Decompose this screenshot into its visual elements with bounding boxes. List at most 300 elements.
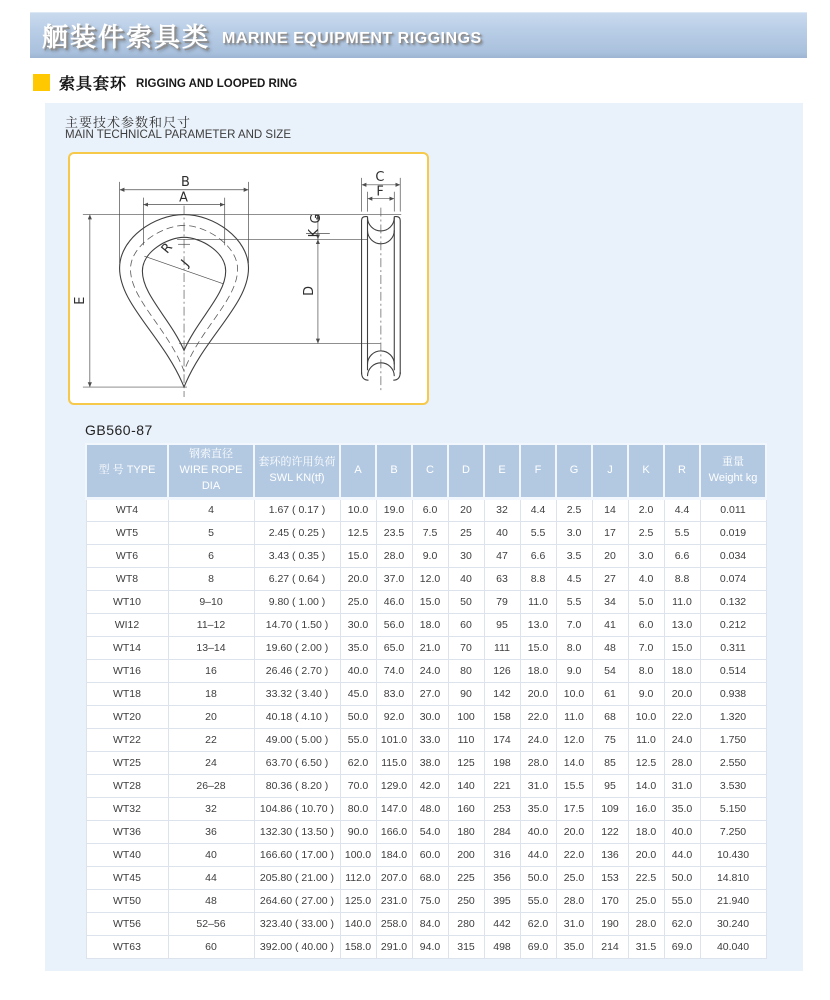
table-cell: 36 [168,820,254,843]
table-cell: 442 [484,912,520,935]
table-cell: 62.0 [520,912,556,935]
table-cell: 14.70 ( 1.50 ) [254,613,340,636]
table-cell: 8 [168,567,254,590]
drawing-box [68,152,429,405]
table-cell: 20.0 [664,682,700,705]
table-cell: 207.0 [376,866,412,889]
table-cell: 14.0 [628,774,664,797]
col-header-swl: 套环的许用负荷 SWL KN(tf) [254,444,340,498]
table-cell: 35.0 [556,935,592,958]
table-cell: 92.0 [376,705,412,728]
table-cell: 158.0 [340,935,376,958]
table-cell: 38.0 [412,751,448,774]
table-cell: 160 [448,797,484,820]
table-cell: 23.5 [376,521,412,544]
table-cell: 122 [592,820,628,843]
table-cell: 4.4 [664,498,700,521]
table-cell: 80 [448,659,484,682]
table-cell: 47 [484,544,520,567]
table-cell: 3.5 [556,544,592,567]
table-cell: 7.250 [700,820,766,843]
table-cell: 2.0 [628,498,664,521]
table-cell: 0.034 [700,544,766,567]
table-cell: 62.0 [664,912,700,935]
table-cell: 214 [592,935,628,958]
table-cell: 7.0 [556,613,592,636]
table-cell: 104.86 ( 10.70 ) [254,797,340,820]
table-cell: 22.0 [520,705,556,728]
table-cell: 9.80 ( 1.00 ) [254,590,340,613]
col-header-a: A [340,444,376,498]
table-cell: 95 [484,613,520,636]
col-header-r: R [664,444,700,498]
table-cell: 22.0 [664,705,700,728]
table-cell: WT63 [86,935,168,958]
table-cell: 28.0 [376,544,412,567]
table-cell: 40 [448,567,484,590]
table-cell: 20.0 [520,682,556,705]
table-cell: 101.0 [376,728,412,751]
table-cell: 291.0 [376,935,412,958]
table-cell: 24.0 [520,728,556,751]
table-cell: WT22 [86,728,168,751]
table-cell: 112.0 [340,866,376,889]
table-cell: 46.0 [376,590,412,613]
table-cell: 31.0 [520,774,556,797]
table-row [86,912,766,935]
col-header-weight: 重量 Weight kg [700,444,766,498]
table-cell: 35.0 [520,797,556,820]
table-cell: 75 [592,728,628,751]
table-row [86,889,766,912]
table-cell: 200 [448,843,484,866]
table-cell: WT14 [86,636,168,659]
table-cell: 19.60 ( 2.00 ) [254,636,340,659]
table-cell: 2.5 [628,521,664,544]
table-row [86,843,766,866]
table-cell: 50.0 [520,866,556,889]
table-cell: 52–56 [168,912,254,935]
table-cell: 10.430 [700,843,766,866]
table-cell: 16 [168,659,254,682]
table-cell: 184.0 [376,843,412,866]
table-cell: 258.0 [376,912,412,935]
table-cell: 6.27 ( 0.64 ) [254,567,340,590]
table-cell: 44.0 [664,843,700,866]
table-cell: 35.0 [664,797,700,820]
table-cell: 0.074 [700,567,766,590]
table-cell: 0.132 [700,590,766,613]
table-cell: 20.0 [628,843,664,866]
spec-table-container [85,443,765,959]
table-cell: 3.0 [628,544,664,567]
table-cell: 40.040 [700,935,766,958]
table-cell: 198 [484,751,520,774]
table-cell: 37.0 [376,567,412,590]
table-cell: 30.240 [700,912,766,935]
table-cell: 14 [592,498,628,521]
table-cell: 69.0 [664,935,700,958]
table-header-row [86,444,766,498]
table-cell: 110 [448,728,484,751]
table-cell: 65.0 [376,636,412,659]
table-cell: 12.0 [412,567,448,590]
table-cell: 147.0 [376,797,412,820]
table-cell: 85 [592,751,628,774]
table-cell: 174 [484,728,520,751]
table-row [86,544,766,567]
table-cell: 280 [448,912,484,935]
table-cell: 95 [592,774,628,797]
table-cell: 20 [592,544,628,567]
table-cell: 40 [484,521,520,544]
table-cell: 132.30 ( 13.50 ) [254,820,340,843]
table-cell: 54.0 [412,820,448,843]
table-cell: 1.67 ( 0.17 ) [254,498,340,521]
section-header [33,72,297,92]
technical-drawing-thimble [70,154,427,403]
table-row [86,820,766,843]
table-cell: WT18 [86,682,168,705]
table-cell: 142 [484,682,520,705]
table-cell: 63 [484,567,520,590]
section-marker-icon [33,74,50,91]
table-cell: 126 [484,659,520,682]
table-cell: 284 [484,820,520,843]
table-cell: 11–12 [168,613,254,636]
table-row [86,728,766,751]
dim-label-e: E [72,296,88,305]
col-header-wire-rope-dia: 钢索直径 WIRE ROPE DIA [168,444,254,498]
table-cell: 140.0 [340,912,376,935]
table-cell: 25 [448,521,484,544]
table-cell: 79 [484,590,520,613]
table-cell: 9–10 [168,590,254,613]
table-cell: 27 [592,567,628,590]
section-title-zh: 索具套环 [59,75,128,93]
table-cell: 109 [592,797,628,820]
table-cell: WT56 [86,912,168,935]
table-cell: 26–28 [168,774,254,797]
table-cell: WT16 [86,659,168,682]
table-cell: 20.0 [340,567,376,590]
dim-label-d: D [301,285,317,296]
dim-label-f: F [376,184,384,200]
table-cell: 25.0 [556,866,592,889]
table-cell: 50.0 [340,705,376,728]
table-cell: 0.212 [700,613,766,636]
table-cell: 14.810 [700,866,766,889]
table-cell: 70 [448,636,484,659]
table-row [86,797,766,820]
table-cell: WT4 [86,498,168,521]
table-cell: 31.0 [556,912,592,935]
table-cell: 10.0 [556,682,592,705]
table-cell: 40.0 [340,659,376,682]
table-cell: 22.5 [628,866,664,889]
table-cell: 0.514 [700,659,766,682]
table-cell: 221 [484,774,520,797]
table-cell: 21.940 [700,889,766,912]
dim-label-j: J [178,257,193,270]
table-cell: 1.750 [700,728,766,751]
table-cell: 17 [592,521,628,544]
table-cell: 15.0 [412,590,448,613]
table-cell: 125.0 [340,889,376,912]
table-cell: 69.0 [520,935,556,958]
table-cell: 24.0 [412,659,448,682]
table-cell: 15.0 [664,636,700,659]
table-cell: 5.5 [556,590,592,613]
table-cell: 19.0 [376,498,412,521]
table-cell: 4 [168,498,254,521]
table-cell: 10.0 [340,498,376,521]
spec-table-body [86,498,766,958]
table-cell: 20 [448,498,484,521]
table-cell: 264.60 ( 27.00 ) [254,889,340,912]
table-cell: 4.5 [556,567,592,590]
table-cell: 62.0 [340,751,376,774]
table-row [86,935,766,958]
table-cell: 74.0 [376,659,412,682]
table-cell: 316 [484,843,520,866]
table-cell: 63.70 ( 6.50 ) [254,751,340,774]
table-cell: 20 [168,705,254,728]
table-cell: 100.0 [340,843,376,866]
table-cell: 48 [592,636,628,659]
table-cell: 100 [448,705,484,728]
table-cell: 33.0 [412,728,448,751]
dim-label-b: B [181,174,190,190]
table-row [86,498,766,521]
table-cell: WT36 [86,820,168,843]
col-header-f: F [520,444,556,498]
table-cell: 12.0 [556,728,592,751]
table-cell: 40 [168,843,254,866]
table-cell: 2.5 [556,498,592,521]
table-cell: 70.0 [340,774,376,797]
table-cell: 253 [484,797,520,820]
table-cell: 60 [168,935,254,958]
table-cell: 15.0 [520,636,556,659]
dim-label-c: C [375,169,385,185]
table-cell: 6.6 [664,544,700,567]
col-header-d: D [448,444,484,498]
table-cell: 24 [168,751,254,774]
table-cell: 61 [592,682,628,705]
table-cell: WT45 [86,866,168,889]
table-cell: 8.0 [628,659,664,682]
table-cell: 498 [484,935,520,958]
table-cell: 50 [448,590,484,613]
section-title-en: RIGGING AND LOOPED RING [136,77,298,90]
table-cell: 115.0 [376,751,412,774]
table-cell: 395 [484,889,520,912]
table-cell: WT25 [86,751,168,774]
table-cell: 94.0 [412,935,448,958]
table-cell: 40.0 [664,820,700,843]
table-cell: 205.80 ( 21.00 ) [254,866,340,889]
table-cell: 0.938 [700,682,766,705]
table-cell: 90.0 [340,820,376,843]
table-row [86,636,766,659]
table-cell: 356 [484,866,520,889]
table-cell: 40.0 [520,820,556,843]
table-cell: 41 [592,613,628,636]
table-cell: 18.0 [664,659,700,682]
table-cell: 25.0 [340,590,376,613]
table-cell: 34 [592,590,628,613]
param-heading-zh: 主要技术参数和尺寸 [65,115,192,130]
table-cell: 32 [168,797,254,820]
dim-label-a: A [179,190,188,206]
col-header-g: G [556,444,592,498]
table-cell: 42.0 [412,774,448,797]
table-cell: 50.0 [664,866,700,889]
table-cell: 55.0 [664,889,700,912]
table-cell: 33.32 ( 3.40 ) [254,682,340,705]
table-cell: WT40 [86,843,168,866]
table-cell: 44.0 [520,843,556,866]
table-cell: 11.0 [556,705,592,728]
table-cell: 28.0 [520,751,556,774]
table-cell: 27.0 [412,682,448,705]
col-header-e: E [484,444,520,498]
table-cell: 11.0 [664,590,700,613]
table-cell: 7.5 [412,521,448,544]
table-cell: 22 [168,728,254,751]
table-cell: 166.0 [376,820,412,843]
table-cell: 6.6 [520,544,556,567]
table-cell: 48 [168,889,254,912]
table-cell: 80.0 [340,797,376,820]
table-cell: 3.530 [700,774,766,797]
table-cell: 49.00 ( 5.00 ) [254,728,340,751]
table-cell: 18 [168,682,254,705]
table-cell: 84.0 [412,912,448,935]
table-cell: 15.5 [556,774,592,797]
table-row [86,659,766,682]
table-cell: 45.0 [340,682,376,705]
table-cell: 392.00 ( 40.00 ) [254,935,340,958]
table-cell: 315 [448,935,484,958]
table-cell: WT28 [86,774,168,797]
param-heading-en: MAIN TECHNICAL PARAMETER AND SIZE [65,129,291,141]
table-cell: 60 [448,613,484,636]
table-cell: 9.0 [412,544,448,567]
banner-title-en: MARINE EQUIPMENT RIGGINGS [222,29,482,47]
table-cell: 30.0 [412,705,448,728]
table-cell: 5.150 [700,797,766,820]
table-cell: 12.5 [628,751,664,774]
table-row [86,590,766,613]
table-cell: 125 [448,751,484,774]
table-cell: 190 [592,912,628,935]
table-cell: 129.0 [376,774,412,797]
page-banner [30,12,807,58]
table-cell: 6.0 [412,498,448,521]
table-row [86,866,766,889]
table-cell: 22.0 [556,843,592,866]
table-cell: 16.0 [628,797,664,820]
table-cell: 3.0 [556,521,592,544]
table-cell: WT10 [86,590,168,613]
table-cell: 48.0 [412,797,448,820]
table-cell: 13.0 [664,613,700,636]
col-header-j: J [592,444,628,498]
table-cell: 5.5 [664,521,700,544]
dim-label-k: K [306,228,322,238]
table-cell: 153 [592,866,628,889]
table-cell: 4.4 [520,498,556,521]
table-cell: WT5 [86,521,168,544]
table-cell: 30.0 [340,613,376,636]
table-cell: 13.0 [520,613,556,636]
dim-label-r: R [158,240,177,257]
table-cell: 31.5 [628,935,664,958]
table-cell: 20.0 [556,820,592,843]
col-header-type: 型 号 TYPE [86,444,168,498]
table-cell: 6.0 [628,613,664,636]
table-cell: 26.46 ( 2.70 ) [254,659,340,682]
col-header-k: K [628,444,664,498]
col-header-b: B [376,444,412,498]
table-cell: 7.0 [628,636,664,659]
table-cell: 13–14 [168,636,254,659]
table-cell: 40.18 ( 4.10 ) [254,705,340,728]
table-cell: WT32 [86,797,168,820]
table-cell: 10.0 [628,705,664,728]
table-cell: 83.0 [376,682,412,705]
table-row [86,774,766,797]
table-cell: 11.0 [628,728,664,751]
table-cell: 12.5 [340,521,376,544]
table-cell: 6 [168,544,254,567]
table-cell: 111 [484,636,520,659]
table-cell: 68.0 [412,866,448,889]
table-cell: 56.0 [376,613,412,636]
table-cell: WT6 [86,544,168,567]
table-cell: 68 [592,705,628,728]
table-cell: WT8 [86,567,168,590]
spec-table [85,443,767,959]
table-cell: 25.0 [628,889,664,912]
table-cell: 21.0 [412,636,448,659]
table-cell: 3.43 ( 0.35 ) [254,544,340,567]
table-cell: 2.550 [700,751,766,774]
table-cell: 35.0 [340,636,376,659]
dim-label-g: G [308,213,324,224]
table-cell: 5.5 [520,521,556,544]
table-cell: 28.0 [628,912,664,935]
table-cell: 250 [448,889,484,912]
table-cell: WI12 [86,613,168,636]
table-cell: 8.0 [556,636,592,659]
table-cell: 225 [448,866,484,889]
table-cell: 8.8 [664,567,700,590]
table-cell: 158 [484,705,520,728]
table-cell: 8.8 [520,567,556,590]
table-cell: 323.40 ( 33.00 ) [254,912,340,935]
table-cell: WT50 [86,889,168,912]
table-row [86,521,766,544]
banner-title-zh: 舾装件索具类 [42,22,211,52]
table-row [86,613,766,636]
table-cell: 166.60 ( 17.00 ) [254,843,340,866]
table-cell: WT20 [86,705,168,728]
table-row [86,567,766,590]
table-cell: 90 [448,682,484,705]
